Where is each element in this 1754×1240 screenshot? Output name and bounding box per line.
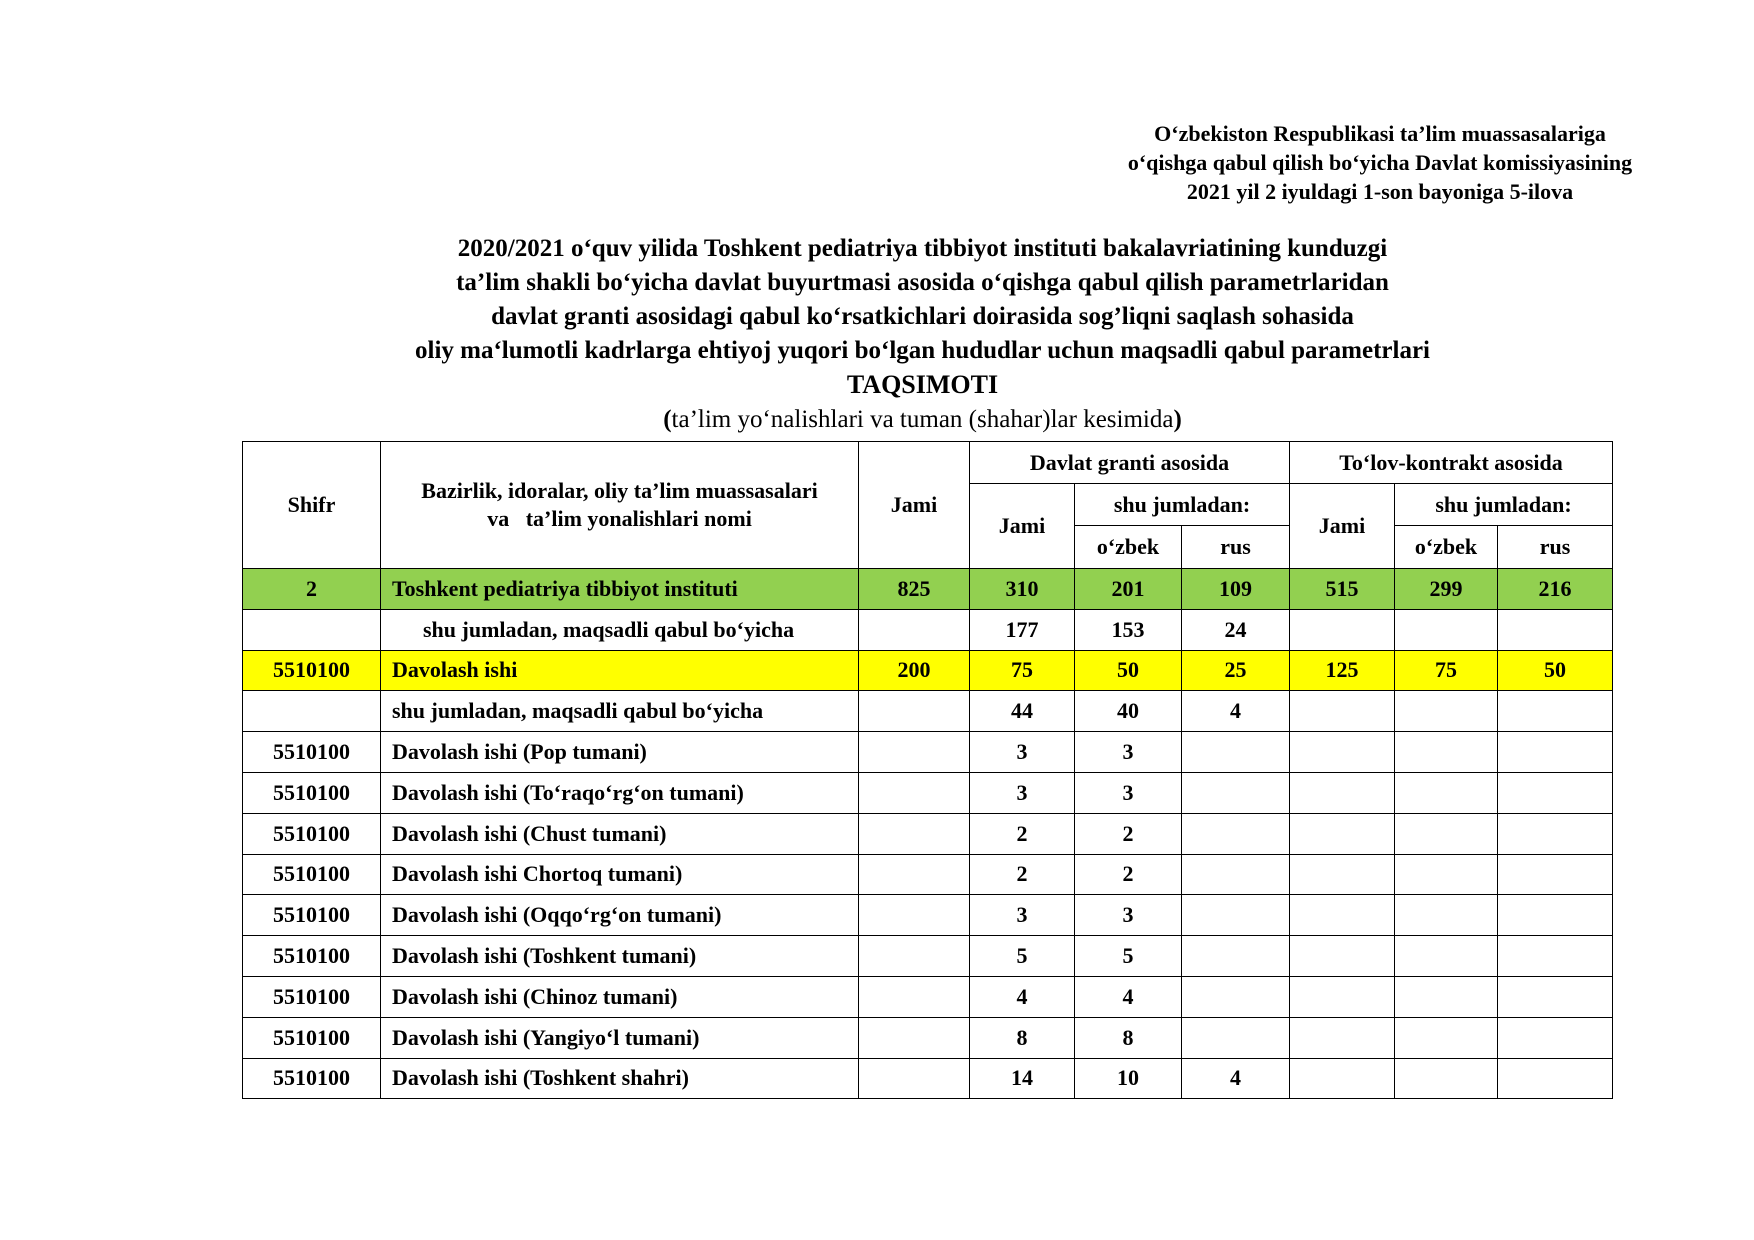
code-cell: 5510100 — [243, 936, 381, 977]
grant-uzbek-cell: 5 — [1075, 936, 1182, 977]
jami-cell — [859, 813, 970, 854]
grant-rus-cell — [1182, 854, 1290, 895]
title-heading: TAQSIMOTI — [846, 370, 999, 399]
contract-uzbek-cell — [1395, 772, 1498, 813]
name-cell: Davolash ishi (To‘raqo‘rg‘on tumani) — [381, 772, 859, 813]
name-cell: Davolash ishi (Pop tumani) — [381, 732, 859, 773]
contract-rus-cell — [1498, 854, 1613, 895]
jami-cell — [859, 772, 970, 813]
jami-cell — [859, 976, 970, 1017]
contract-rus-cell — [1498, 732, 1613, 773]
grant-jami-cell: 8 — [970, 1017, 1075, 1058]
grant-rus-cell — [1182, 772, 1290, 813]
document-subtitle — [240, 404, 1605, 436]
contract-jami-cell — [1290, 813, 1395, 854]
contract-rus-cell — [1498, 609, 1613, 650]
code-cell: 5510100 — [243, 1058, 381, 1099]
code-cell: 5510100 — [243, 854, 381, 895]
grant-rus-cell — [1182, 1017, 1290, 1058]
contract-rus-cell: 50 — [1498, 650, 1613, 691]
code-cell: 5510100 — [243, 772, 381, 813]
contract-jami-cell — [1290, 936, 1395, 977]
contract-jami-cell — [1290, 732, 1395, 773]
contract-uzbek-cell — [1395, 732, 1498, 773]
grant-rus-cell — [1182, 813, 1290, 854]
table-row — [243, 569, 1613, 610]
header-grant-rus: rus — [1182, 526, 1290, 569]
name-cell: Davolash ishi (Toshkent tumani) — [381, 936, 859, 977]
grant-rus-cell: 25 — [1182, 650, 1290, 691]
table-row — [243, 936, 1613, 977]
grant-uzbek-cell: 2 — [1075, 813, 1182, 854]
table-row — [243, 1017, 1613, 1058]
code-cell: 2 — [243, 569, 381, 610]
contract-jami-cell — [1290, 854, 1395, 895]
table-row — [243, 813, 1613, 854]
grant-rus-cell — [1182, 895, 1290, 936]
annex-line: o‘qishga qabul qilish bo‘yicha Davlat komissiyasining — [1127, 150, 1633, 175]
contract-jami-cell — [1290, 772, 1395, 813]
contract-jami-cell — [1290, 609, 1395, 650]
code-cell: 5510100 — [243, 813, 381, 854]
header-contract-rus: rus — [1498, 526, 1613, 569]
grant-uzbek-cell: 10 — [1075, 1058, 1182, 1099]
name-cell: Davolash ishi Chortoq tumani) — [381, 854, 859, 895]
code-cell: 5510100 — [243, 1017, 381, 1058]
header-grant-jami: Jami — [970, 484, 1075, 569]
header-name-line: Bazirlik, idoralar, oliy ta’lim muassasalari — [421, 478, 818, 503]
contract-jami-cell — [1290, 1017, 1395, 1058]
contract-uzbek-cell — [1395, 854, 1498, 895]
grant-jami-cell: 310 — [970, 569, 1075, 610]
annex-line: O‘zbekiston Respublikasi ta’lim muassasalariga — [1154, 121, 1606, 146]
name-cell: Davolash ishi (Chinoz tumani) — [381, 976, 859, 1017]
grant-uzbek-cell: 2 — [1075, 854, 1182, 895]
grant-uzbek-cell: 3 — [1075, 732, 1182, 773]
grant-jami-cell: 75 — [970, 650, 1075, 691]
code-cell: 5510100 — [243, 650, 381, 691]
title-line: 2020/2021 o‘quv yilida Toshkent pediatriya tibbiyot instituti bakalavriatining kunduzgi — [457, 235, 1388, 262]
contract-uzbek-cell: 75 — [1395, 650, 1498, 691]
grant-uzbek-cell: 3 — [1075, 895, 1182, 936]
contract-uzbek-cell — [1395, 1058, 1498, 1099]
contract-rus-cell — [1498, 1017, 1613, 1058]
header-grant-incl: shu jumladan: — [1075, 484, 1290, 526]
contract-rus-cell — [1498, 1058, 1613, 1099]
name-cell: Davolash ishi (Oqqo‘rg‘on tumani) — [381, 895, 859, 936]
grant-uzbek-cell: 4 — [1075, 976, 1182, 1017]
code-cell: 5510100 — [243, 895, 381, 936]
subtitle-paren-close: ) — [1173, 406, 1182, 433]
grant-jami-cell: 3 — [970, 732, 1075, 773]
subtitle-paren-open: ( — [663, 406, 672, 433]
jami-cell: 200 — [859, 650, 970, 691]
grant-uzbek-cell: 3 — [1075, 772, 1182, 813]
grant-jami-cell: 2 — [970, 813, 1075, 854]
annex-reference — [1040, 119, 1720, 206]
contract-uzbek-cell — [1395, 1017, 1498, 1058]
contract-rus-cell: 216 — [1498, 569, 1613, 610]
contract-uzbek-cell: 299 — [1395, 569, 1498, 610]
name-cell: Davolash ishi (Chust tumani) — [381, 813, 859, 854]
header-grant: Davlat granti asosida — [970, 442, 1290, 484]
document-title — [240, 232, 1605, 402]
jami-cell — [859, 936, 970, 977]
jami-cell — [859, 691, 970, 732]
title-line: oliy ma‘lumotli kadrlarga ehtiyoj yuqori bo‘lgan hududlar uchun maqsadli qabul parametrlari — [415, 337, 1430, 364]
jami-cell: 825 — [859, 569, 970, 610]
code-cell — [243, 691, 381, 732]
contract-rus-cell — [1498, 976, 1613, 1017]
table-row — [243, 609, 1613, 650]
table-row — [243, 650, 1613, 691]
grant-uzbek-cell: 50 — [1075, 650, 1182, 691]
name-cell: Davolash ishi — [381, 650, 859, 691]
jami-cell — [859, 895, 970, 936]
grant-jami-cell: 2 — [970, 854, 1075, 895]
grant-jami-cell: 177 — [970, 609, 1075, 650]
jami-cell — [859, 854, 970, 895]
table-row — [243, 691, 1613, 732]
table-row — [243, 1058, 1613, 1099]
grant-rus-cell — [1182, 936, 1290, 977]
contract-jami-cell — [1290, 976, 1395, 1017]
jami-cell — [859, 609, 970, 650]
grant-rus-cell — [1182, 732, 1290, 773]
contract-rus-cell — [1498, 813, 1613, 854]
contract-rus-cell — [1498, 691, 1613, 732]
contract-uzbek-cell — [1395, 936, 1498, 977]
contract-uzbek-cell — [1395, 976, 1498, 1017]
grant-jami-cell: 44 — [970, 691, 1075, 732]
contract-rus-cell — [1498, 936, 1613, 977]
header-name-line: va ta’lim yonalishlari nomi — [487, 506, 752, 531]
subtitle-text: ta’lim yo‘nalishlari va tuman (shahar)lar kesimida — [671, 406, 1174, 433]
table-row — [243, 976, 1613, 1017]
grant-rus-cell: 24 — [1182, 609, 1290, 650]
jami-cell — [859, 1058, 970, 1099]
grant-uzbek-cell: 201 — [1075, 569, 1182, 610]
code-cell: 5510100 — [243, 976, 381, 1017]
name-cell: shu jumladan, maqsadli qabul bo‘yicha — [381, 691, 859, 732]
contract-rus-cell — [1498, 895, 1613, 936]
header-grant-uzbek: o‘zbek — [1075, 526, 1182, 569]
code-cell: 5510100 — [243, 732, 381, 773]
contract-uzbek-cell — [1395, 895, 1498, 936]
table-row — [243, 732, 1613, 773]
header-contract-incl: shu jumladan: — [1395, 484, 1613, 526]
grant-jami-cell: 14 — [970, 1058, 1075, 1099]
jami-cell — [859, 1017, 970, 1058]
title-line: davlat granti asosidagi qabul ko‘rsatkichlari doirasida sog’liqni saqlash sohasida — [491, 303, 1354, 330]
grant-uzbek-cell: 8 — [1075, 1017, 1182, 1058]
header-contract-uzbek: o‘zbek — [1395, 526, 1498, 569]
grant-rus-cell: 4 — [1182, 691, 1290, 732]
header-name — [381, 442, 859, 569]
header-contract: To‘lov-kontrakt asosida — [1290, 442, 1613, 484]
table-row — [243, 895, 1613, 936]
contract-jami-cell — [1290, 895, 1395, 936]
contract-uzbek-cell — [1395, 691, 1498, 732]
contract-uzbek-cell — [1395, 609, 1498, 650]
code-cell — [243, 609, 381, 650]
contract-jami-cell — [1290, 1058, 1395, 1099]
grant-jami-cell: 5 — [970, 936, 1075, 977]
annex-line: 2021 yil 2 iyuldagi 1-son bayoniga 5-ilova — [1186, 179, 1574, 204]
name-cell: Toshkent pediatriya tibbiyot instituti — [381, 569, 859, 610]
grant-rus-cell: 109 — [1182, 569, 1290, 610]
name-cell: shu jumladan, maqsadli qabul bo‘yicha — [381, 609, 859, 650]
name-cell: Davolash ishi (Yangiyo‘l tumani) — [381, 1017, 859, 1058]
table-row — [243, 772, 1613, 813]
header-contract-jami: Jami — [1290, 484, 1395, 569]
contract-uzbek-cell — [1395, 813, 1498, 854]
grant-uzbek-cell: 40 — [1075, 691, 1182, 732]
title-line: ta’lim shakli bo‘yicha davlat buyurtmasi asosida o‘qishga qabul qilish parametrlaridan — [456, 269, 1389, 296]
jami-cell — [859, 732, 970, 773]
grant-rus-cell: 4 — [1182, 1058, 1290, 1099]
contract-jami-cell: 125 — [1290, 650, 1395, 691]
grant-jami-cell: 3 — [970, 895, 1075, 936]
grant-rus-cell — [1182, 976, 1290, 1017]
header-shifr: Shifr — [243, 442, 381, 569]
header-jami: Jami — [859, 442, 970, 569]
name-cell: Davolash ishi (Toshkent shahri) — [381, 1058, 859, 1099]
admission-table — [242, 441, 1613, 1099]
table-row — [243, 854, 1613, 895]
grant-uzbek-cell: 153 — [1075, 609, 1182, 650]
contract-jami-cell — [1290, 691, 1395, 732]
grant-jami-cell: 3 — [970, 772, 1075, 813]
contract-rus-cell — [1498, 772, 1613, 813]
grant-jami-cell: 4 — [970, 976, 1075, 1017]
contract-jami-cell: 515 — [1290, 569, 1395, 610]
